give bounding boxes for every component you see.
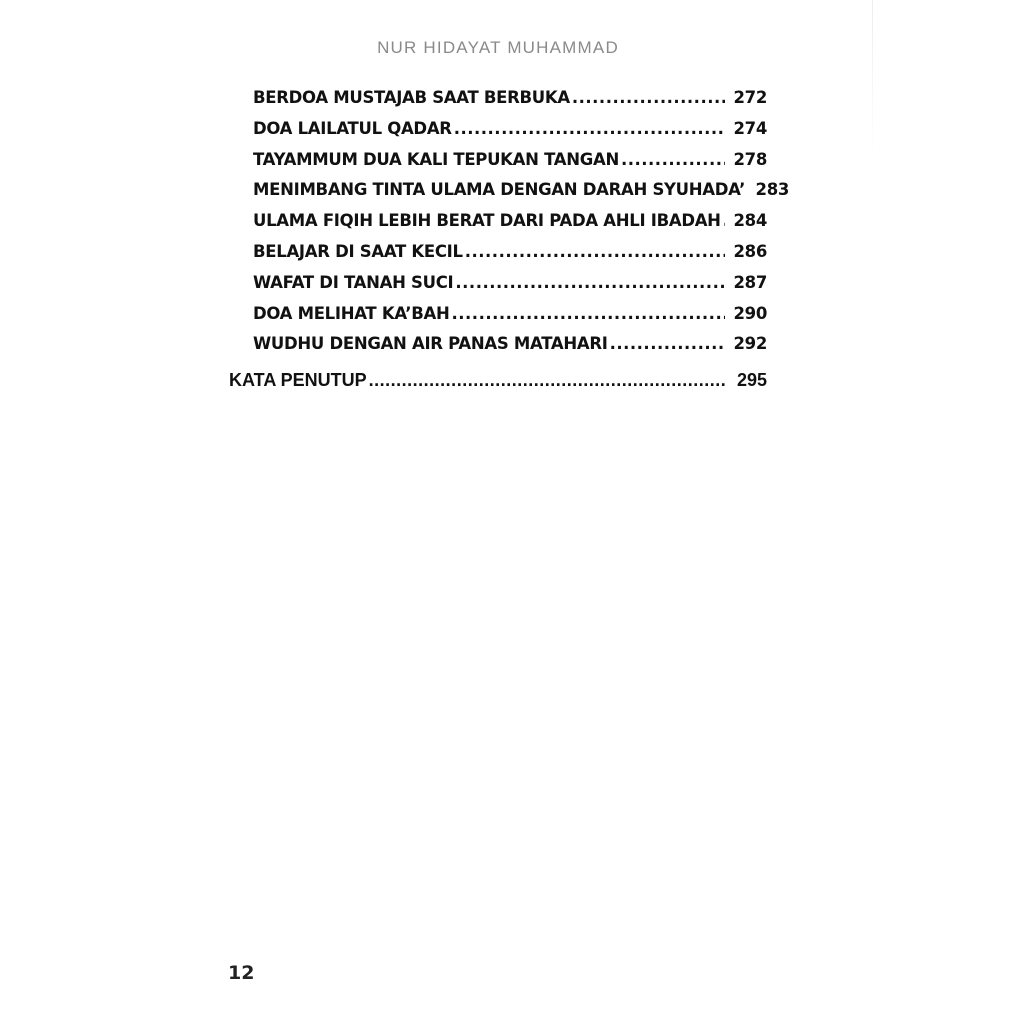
toc-entry-page: 292 xyxy=(733,334,767,354)
toc-entry-page: 290 xyxy=(733,303,767,323)
toc-entry-page: 286 xyxy=(733,241,767,261)
toc-entry-title: ULAMA FIQIH LEBIH BERAT DARI PADA AHLI IBADAH xyxy=(253,211,721,231)
toc-entry xyxy=(229,180,790,211)
toc-entry-title: KATA PENUTUP xyxy=(229,370,367,391)
table-of-contents xyxy=(229,88,790,401)
toc-entry-page: 284 xyxy=(733,211,767,231)
toc-entry-page: 283 xyxy=(755,180,790,200)
toc-entry-title: MENIMBANG TINTA ULAMA DENGAN DARAH SYUHADA’ xyxy=(253,180,746,200)
toc-leader-dots xyxy=(610,334,725,353)
toc-entry-page: 278 xyxy=(733,149,767,169)
toc-leader-dots xyxy=(452,304,726,323)
toc-entry xyxy=(229,150,767,181)
toc-entry-title: TAYAMMUM DUA KALI TEPUKAN TANGAN xyxy=(253,149,619,169)
toc-entry xyxy=(229,242,767,273)
toc-entry xyxy=(229,211,767,242)
toc-leader-dots xyxy=(621,150,725,169)
running-header: NUR HIDAYAT MUHAMMAD xyxy=(377,38,619,57)
toc-entry xyxy=(229,273,767,304)
toc-leader-dots xyxy=(723,211,725,230)
toc-entry-title: DOA MELIHAT KA’BAH xyxy=(253,303,450,323)
toc-entry-title: BERDOA MUSTAJAB SAAT BERBUKA xyxy=(253,88,570,107)
toc-leader-dots xyxy=(465,242,725,261)
toc-entry-page: 287 xyxy=(733,272,767,292)
page-edge-divider xyxy=(872,0,873,160)
toc-entry-title: WUDHU DENGAN AIR PANAS MATAHARI xyxy=(253,334,608,354)
toc-entry xyxy=(229,334,767,365)
toc-leader-dots xyxy=(572,88,725,107)
toc-entry-title: BELAJAR DI SAAT KECIL xyxy=(253,241,463,261)
toc-entry-title: WAFAT DI TANAH SUCI xyxy=(253,272,454,292)
toc-entry-page: 274 xyxy=(733,118,767,138)
toc-entry-page: 272 xyxy=(733,88,767,107)
page-number: 12 xyxy=(228,962,255,984)
toc-entry xyxy=(229,119,767,150)
toc-leader-dots xyxy=(454,119,725,138)
toc-entry-page: 295 xyxy=(736,370,767,391)
toc-leader-dots xyxy=(455,273,725,292)
toc-entry xyxy=(229,88,767,119)
toc-entry-chapter xyxy=(229,370,767,401)
toc-entry xyxy=(229,304,767,335)
toc-leader-dots xyxy=(369,370,725,391)
toc-entry-title: DOA LAILATUL QADAR xyxy=(253,118,452,138)
